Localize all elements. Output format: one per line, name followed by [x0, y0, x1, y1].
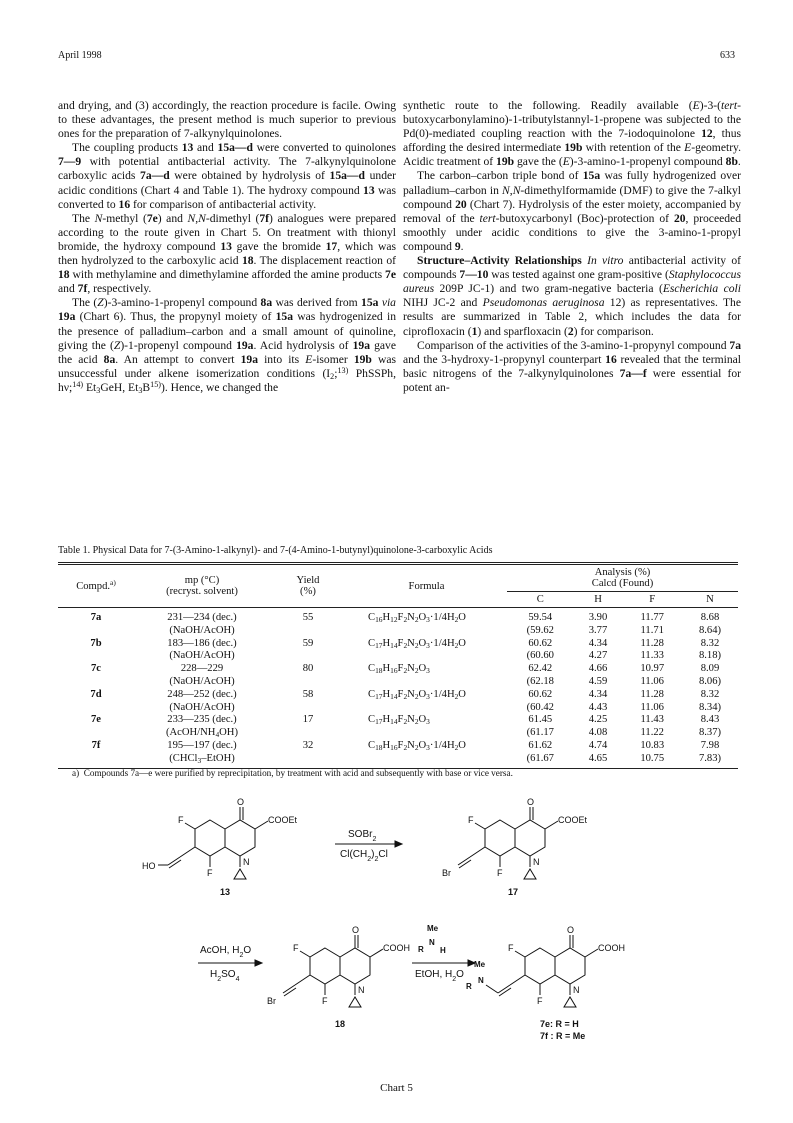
table-row	[58, 638, 738, 651]
cell-yield: 59	[302, 637, 314, 649]
cell-h: 4.66	[588, 663, 608, 675]
cell-empty	[346, 676, 507, 689]
atom-cooh: COOH	[383, 943, 410, 953]
cell-empty	[346, 702, 507, 715]
cell-found-h: 4.43	[588, 701, 608, 713]
cell-found-c: (62.18	[526, 675, 554, 687]
cell-empty	[270, 727, 346, 740]
table1	[58, 565, 738, 769]
cell-h: 4.34	[588, 637, 608, 649]
cell-f: 10.83	[640, 739, 665, 751]
cell-empty	[270, 676, 346, 689]
atom-n: N	[573, 985, 580, 995]
cell-compd: 7c	[91, 663, 101, 675]
cell-found-n: 8.18)	[698, 650, 722, 662]
cell-empty	[58, 676, 134, 689]
atom-f: F	[322, 996, 328, 1006]
paragraph: synthetic route to the following. Readily available (E)-3-(tert-butoxycarbonylamino)-1-tributylstannyl-1-propene was subjected to the Pd(0)-mediated coupling reaction with the 7-iodoquinolone 12, thus affording the desired intermediate 19b with retention of the E-geometry. Acidic treatment of 19b gave the (E)-3-amino-1-propenyl compound 8b.	[403, 99, 742, 169]
cell-solvent: (NaOH/AcOH)	[169, 675, 235, 687]
paragraph: The carbon–carbon triple bond of 15a was fully hydrogenized over palladium–carbon in N,N-dimethylformamide (DMF) to give the 7-alkyl compound 20 (Chart 7). Hydrolysis of the ester moiety, accompanied by removal of the tert-butoxycarbonyl (Boc)-protection of 20, proceeded smoothly under acidic conditions to give the 3-amino-1-propyl compound 9.	[403, 169, 742, 253]
cell-found-h: 4.65	[588, 752, 608, 764]
label-18: 18	[335, 1019, 346, 1029]
amine-r: R	[418, 945, 424, 954]
cell-yield: 58	[302, 688, 314, 700]
cell-found-c: (60.60	[526, 650, 554, 662]
th-mp: mp (°C) (recryst. solvent)	[166, 575, 238, 597]
atom-f: F	[508, 943, 514, 953]
th-c: C	[536, 594, 544, 605]
page-number: 633	[720, 50, 735, 61]
atom-me: Me	[474, 960, 486, 969]
cell-yield: 32	[302, 739, 314, 751]
table-row	[58, 625, 738, 638]
label-7e: 7e: R = H	[540, 1019, 579, 1029]
cell-mp: 195—197 (dec.)	[167, 739, 237, 751]
cell-found-c: (61.17	[526, 727, 554, 739]
cell-found-n: 8.34)	[698, 701, 722, 713]
reagent-h2so4: $H_2SO_4$	[210, 969, 240, 983]
left-column	[58, 99, 396, 395]
amine-me: Me	[427, 924, 439, 933]
th-formula: Formula	[408, 580, 445, 592]
paragraph: and drying, and (3) accordingly, the reaction procedure is facile. Owing to these advantages, the present method is much superior to previous ones for the preparation of 7-alkynylquinolones.	[58, 99, 396, 141]
compound-13-structure	[142, 797, 298, 879]
th-n: N	[706, 594, 714, 605]
table-row	[58, 702, 738, 715]
reagent-solvent1: $Cl(CH_2)_2Cl$	[340, 849, 388, 863]
chart5-scheme	[142, 795, 650, 1080]
table-row	[58, 740, 738, 753]
cell-found-n: 8.37)	[698, 727, 722, 739]
atom-o: O	[527, 797, 535, 807]
cell-found-f: 11.06	[640, 675, 664, 687]
atom-ho: HO	[142, 861, 156, 871]
atom-cooet: COOEt	[268, 815, 298, 825]
amine-n: N	[429, 938, 435, 947]
cell-compd: 7b	[90, 637, 102, 649]
atom-n: N	[478, 976, 484, 985]
table-row	[58, 753, 738, 766]
cell-solvent: (NaOH/AcOH)	[169, 624, 235, 636]
cell-found-n: 7.83)	[698, 752, 722, 764]
atom-n: N	[533, 857, 540, 867]
cell-h: 4.25	[588, 714, 608, 726]
cell-found-f: 11.33	[640, 650, 664, 662]
atom-f: F	[207, 868, 213, 878]
atom-n: N	[358, 985, 365, 995]
cell-empty	[270, 650, 346, 663]
th-h: H	[594, 594, 602, 605]
cell-empty	[58, 650, 134, 663]
cell-empty	[346, 753, 507, 766]
table-row	[58, 663, 738, 676]
atom-o: O	[237, 797, 245, 807]
cell-found-c: (61.67	[526, 752, 554, 764]
th-compd: Compd.$^{a)}$	[76, 577, 116, 592]
cell-mp: 248—252 (dec.)	[167, 688, 237, 700]
cell-found-n: 8.64)	[698, 624, 722, 636]
cell-found-n: 8.06)	[698, 675, 722, 687]
paragraph: Structure–Activity Relationships In vitro antibacterial activity of compounds 7—10 was tested against one gram-positive (Staphylococcus aureus 209P JC-1) and two gram-negative bacteria (Escherichia coli NIHJ JC-2 and Pseudomonas aeruginosa 12) as representatives. The results are summarized in Table 2, which includes the data for ciprofloxacin (1) and sparfloxacin (2) for comparison.	[403, 254, 742, 338]
cell-n: 8.09	[700, 663, 720, 675]
atom-f: F	[178, 815, 184, 825]
cell-f: 10.97	[640, 663, 665, 675]
cell-c: 62.42	[528, 663, 553, 675]
cell-formula: $C_{18}H_{16}F_2N_2O_3$	[368, 663, 430, 676]
right-column	[403, 99, 741, 395]
atom-f: F	[468, 815, 474, 825]
atom-cooet: COOEt	[558, 815, 588, 825]
cell-h: 4.34	[588, 688, 608, 700]
cell-c: 61.45	[528, 714, 553, 726]
cell-empty	[346, 625, 507, 638]
cell-compd: 7d	[90, 688, 102, 700]
reagent-sobr2: SOBr$_2$	[348, 829, 377, 843]
table1-caption: Table 1. Physical Data for 7-(3-Amino-1-alkynyl)- and 7-(4-Amino-1-butynyl)quinolone-3-carboxylic Acids	[58, 545, 493, 556]
atom-n: N	[243, 857, 250, 867]
table-row	[58, 676, 738, 689]
atom-f: F	[537, 996, 543, 1006]
atom-r: R	[466, 982, 472, 991]
reagent-etoh: EtOH, $H_2O$	[415, 969, 464, 983]
cell-found-f: 10.75	[640, 752, 665, 764]
cell-compd: 7a	[90, 612, 102, 623]
cell-n: 8.68	[700, 612, 720, 623]
cell-empty	[58, 727, 134, 740]
atom-f: F	[497, 868, 503, 878]
cell-found-f: 11.06	[640, 701, 664, 713]
cell-mp: 233—235 (dec.)	[167, 714, 237, 726]
cell-formula: $C_{17}H_{14}F_2N_2O_3$	[368, 714, 430, 727]
table-row	[58, 689, 738, 702]
paragraph: Comparison of the activities of the 3-amino-1-propynyl compound 7a and the 3-hydroxy-1-propynyl counterpart 16 revealed that the terminal basic nitrogens of the 7-alkynylquinolones 7a—f were essential for potent an-	[403, 338, 741, 394]
cell-h: 4.74	[588, 739, 608, 751]
cell-compd: 7e	[91, 714, 101, 726]
cell-formula: $C_{18}H_{16}F_2N_2O_3\cdot 1/4H_2O$	[368, 739, 466, 752]
cell-empty	[270, 625, 346, 638]
th-analysis: Analysis (%) Calcd (Found)	[507, 565, 738, 592]
table-top-rule	[58, 562, 738, 563]
cell-found-f: 11.71	[640, 624, 664, 636]
table-row	[58, 727, 738, 740]
cell-n: 8.43	[700, 714, 720, 726]
table-row	[58, 612, 738, 625]
atom-br: Br	[442, 868, 451, 878]
cell-solvent: (NaOH/AcOH)	[169, 701, 235, 713]
cell-yield: 80	[302, 663, 314, 675]
label-17: 17	[508, 887, 519, 897]
compound-17-structure	[442, 797, 588, 879]
paragraph: The (Z)-3-amino-1-propenyl compound 8a was derived from 15a via 19a (Chart 6). Thus, the propynyl moiety of 15a was hydrogenized in the presence of palladium–carbon and a small amount of quinoline, giving the (Z)-1-propenyl compound 19a. Acid hydrolysis of 19a gave the acid 8a. An attempt to convert 19a into its E-isomer 19b was unsuccessful under alkene isomerization conditions ($I_2;^{13)}$ PhSSPh, hν;$^{14)}$ $Et_3GeH$, $Et_3B^{15)}$). Hence, we changed the	[58, 296, 397, 395]
cell-n: 8.32	[700, 688, 720, 700]
cell-compd: 7f	[91, 739, 101, 751]
cell-c: 59.54	[528, 612, 553, 623]
cell-mp: 228—229	[180, 663, 224, 675]
table-row	[58, 650, 738, 663]
cell-mp: 183—186 (dec.)	[167, 637, 237, 649]
atom-o: O	[567, 925, 575, 935]
cell-n: 8.32	[700, 637, 720, 649]
cell-found-h: 4.27	[588, 650, 608, 662]
atom-br: Br	[267, 996, 276, 1006]
running-header-date: April 1998	[58, 50, 102, 61]
cell-found-f: 11.22	[640, 727, 664, 739]
cell-found-h: 4.08	[588, 727, 608, 739]
cell-found-c: (60.42	[526, 701, 554, 713]
cell-solvent: $(AcOH/NH_4OH)$	[166, 727, 238, 740]
cell-f: 11.28	[640, 688, 664, 700]
label-13: 13	[220, 887, 231, 897]
cell-empty	[58, 625, 134, 638]
cell-empty	[58, 702, 134, 715]
cell-yield: 55	[302, 612, 314, 623]
cell-formula: $C_{16}H_{12}F_2N_2O_3\cdot 1/4H_2O$	[368, 612, 466, 624]
cell-formula: $C_{17}H_{14}F_2N_2O_3\cdot 1/4H_2O$	[368, 637, 466, 650]
table-row	[58, 714, 738, 727]
compound-18-structure	[267, 925, 410, 1007]
cell-found-c: (59.62	[526, 624, 554, 636]
cell-c: 60.62	[528, 688, 553, 700]
cell-empty	[58, 753, 134, 766]
cell-formula: $C_{17}H_{14}F_2N_2O_3\cdot 1/4H_2O$	[368, 688, 466, 701]
cell-found-h: 4.59	[588, 675, 608, 687]
atom-cooh: COOH	[598, 943, 625, 953]
cell-c: 61.62	[528, 739, 553, 751]
cell-yield: 17	[302, 714, 314, 726]
amine-reagent	[418, 924, 446, 955]
cell-f: 11.28	[640, 637, 664, 649]
cell-h: 3.90	[588, 612, 608, 623]
table1-footnote: a) Compounds 7a—e were purified by reprecipitation, by treatment with acid and subsequently with base or vice versa.	[72, 768, 513, 778]
atom-o: O	[352, 925, 360, 935]
cell-solvent: (CHCl$_3$–EtOH)	[169, 752, 235, 765]
th-f: F	[649, 594, 656, 605]
reagent-acoh: AcOH, $H_2O$	[200, 945, 252, 959]
cell-found-h: 3.77	[588, 624, 608, 636]
label-7f: 7f : R = Me	[540, 1031, 586, 1041]
paragraph: The N-methyl (7e) and N,N-dimethyl (7f) analogues were prepared according to the route given in Chart 5. On treatment with thionyl bromide, the hydroxy compound 13 gave the bromide 17, which was then hydrolyzed to the carboxylic acid 18. The displacement reaction of 18 with methylamine and dimethylamine afforded the amine products 7e and 7f, respectively.	[58, 211, 396, 296]
chart-caption: Chart 5	[380, 1082, 413, 1094]
cell-empty	[346, 650, 507, 663]
cell-empty	[270, 702, 346, 715]
cell-n: 7.98	[700, 739, 720, 751]
paragraph: The coupling products 13 and 15a—d were converted to quinolones 7—9 with potential antibacterial activity. The 7-alkynylquinolone carboxylic acids 7a—d were obtained by hydrolysis of 15a—d under acidic conditions (Chart 4 and Table 1). The hydroxy compound 13 was converted to 16 for comparison of antibacterial activity.	[58, 141, 397, 211]
atom-f: F	[293, 943, 299, 953]
cell-solvent: (NaOH/AcOH)	[169, 650, 235, 662]
cell-mp: 231—234 (dec.)	[167, 612, 237, 623]
compound-7ef-structure	[466, 925, 625, 1007]
cell-f: 11.43	[640, 714, 664, 726]
cell-empty	[346, 727, 507, 740]
cell-empty	[270, 753, 346, 766]
cell-f: 11.77	[640, 612, 664, 623]
cell-c: 60.62	[528, 637, 553, 649]
th-yield: Yield (%)	[296, 575, 320, 597]
amine-h: H	[440, 946, 446, 955]
